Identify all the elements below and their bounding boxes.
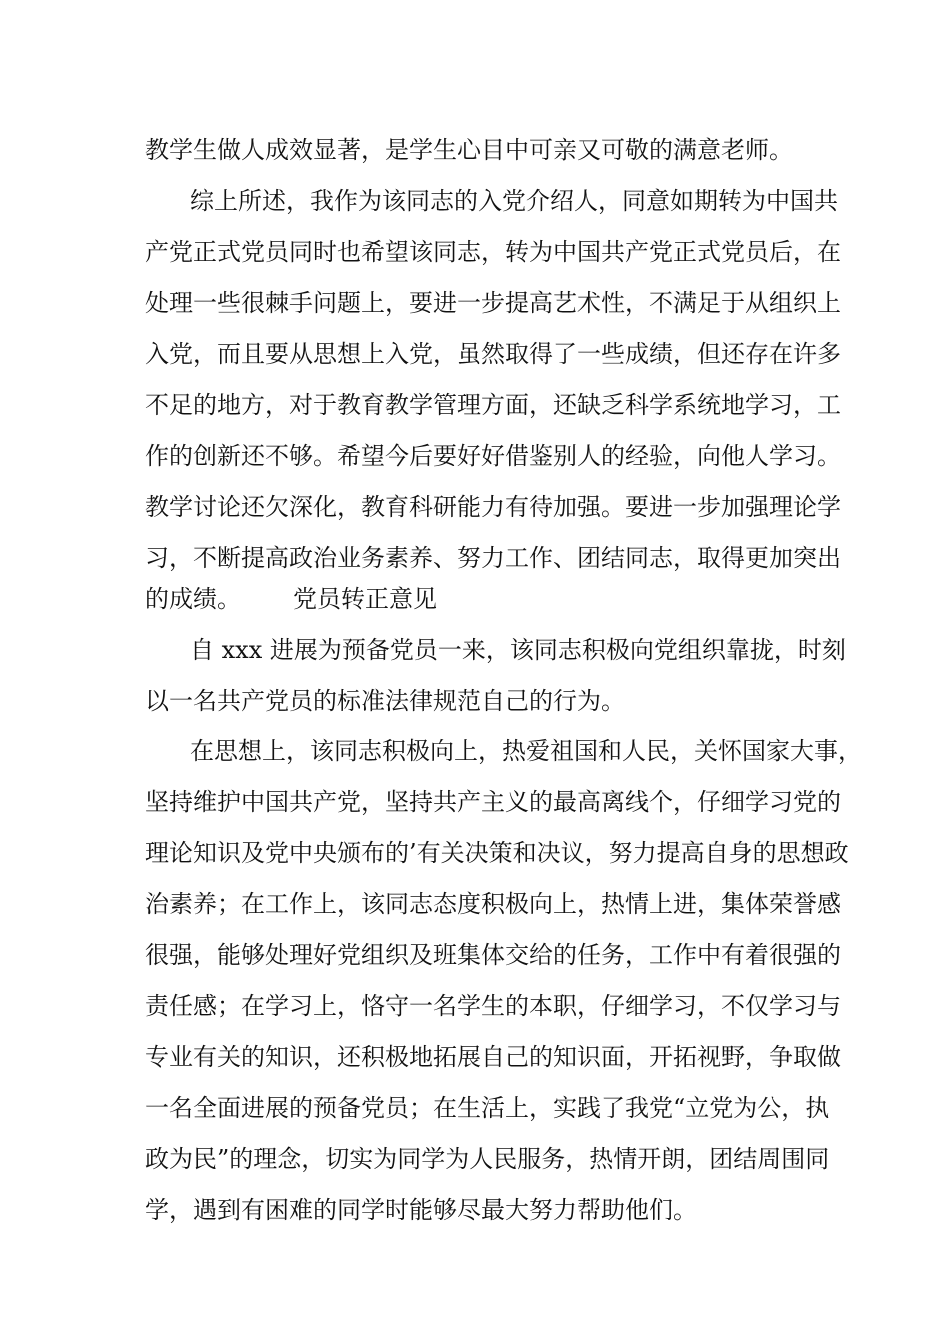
text-line-2: 综上所述，我作为该同志的入党介绍人，同意如期转为中国共 xyxy=(190,187,838,215)
text-line-15: 理论知识及党中央颁布的’有关决策和决议，努力提高自身的思想政 xyxy=(145,839,849,867)
text-line-6: 不足的地方，对于教育教学管理方面，还缺乏科学系统地学习，工 xyxy=(145,391,841,419)
text-line-21: 政为民”的理念，切实为同学为人民服务，热情开朗，团结周围同 xyxy=(145,1145,830,1173)
text-line-20: 一名全面进展的预备党员；在生活上，实践了我党“立党为公，执 xyxy=(145,1094,830,1122)
text-line-10-body: 的成绩。 xyxy=(145,585,241,613)
text-line-1: 教学生做人成效显著，是学生心目中可亲又可敬的满意老师。 xyxy=(145,136,793,164)
text-line-18: 责任感；在学习上，恪守一名学生的本职，仔细学习，不仅学习与 xyxy=(145,992,841,1020)
text-line-22: 学，遇到有困难的同学时能够尽最大努力帮助他们。 xyxy=(145,1196,697,1224)
text-line-12: 以一名共产党员的标准法律规范自己的行为。 xyxy=(145,687,625,715)
text-line-7: 作的创新还不够。希望今后要好好借鉴别人的经验，向他人学习。 xyxy=(145,442,841,470)
text-line-19: 专业有关的知识，还积极地拓展自己的知识面，开拓视野，争取做 xyxy=(145,1043,841,1071)
text-line-13: 在思想上，该同志积极向上，热爱祖国和人民，关怀国家大事， xyxy=(190,737,862,765)
text-line-4: 处理一些很棘手问题上，要进一步提高艺术性，不满足于从组织上 xyxy=(145,289,841,317)
section-heading: 党员转正意见 xyxy=(293,585,437,613)
text-line-17: 很强，能够处理好党组织及班集体交给的任务，工作中有着很强的 xyxy=(145,941,841,969)
text-line-11: 自 xxx 进展为预备党员一来，该同志积极向党组织靠拢，时刻 xyxy=(190,636,846,664)
text-line-14: 坚持维护中国共产党，坚持共产主义的最高离线个，仔细学习党的 xyxy=(145,788,841,816)
text-line-10 xyxy=(145,584,437,614)
text-line-5: 入党，而且要从思想上入党，虽然取得了一些成绩，但还存在许多 xyxy=(145,340,841,368)
text-line-8: 教学讨论还欠深化，教育科研能力有待加强。要进一步加强理论学 xyxy=(145,493,841,521)
text-line-3: 产党正式党员同时也希望该同志，转为中国共产党正式党员后，在 xyxy=(145,238,841,266)
text-line-16: 治素养；在工作上，该同志态度积极向上，热情上进，集体荣誉感 xyxy=(145,890,841,918)
text-line-9: 习，不断提高政治业务素养、努力工作、团结同志，取得更加突出 xyxy=(145,544,841,572)
